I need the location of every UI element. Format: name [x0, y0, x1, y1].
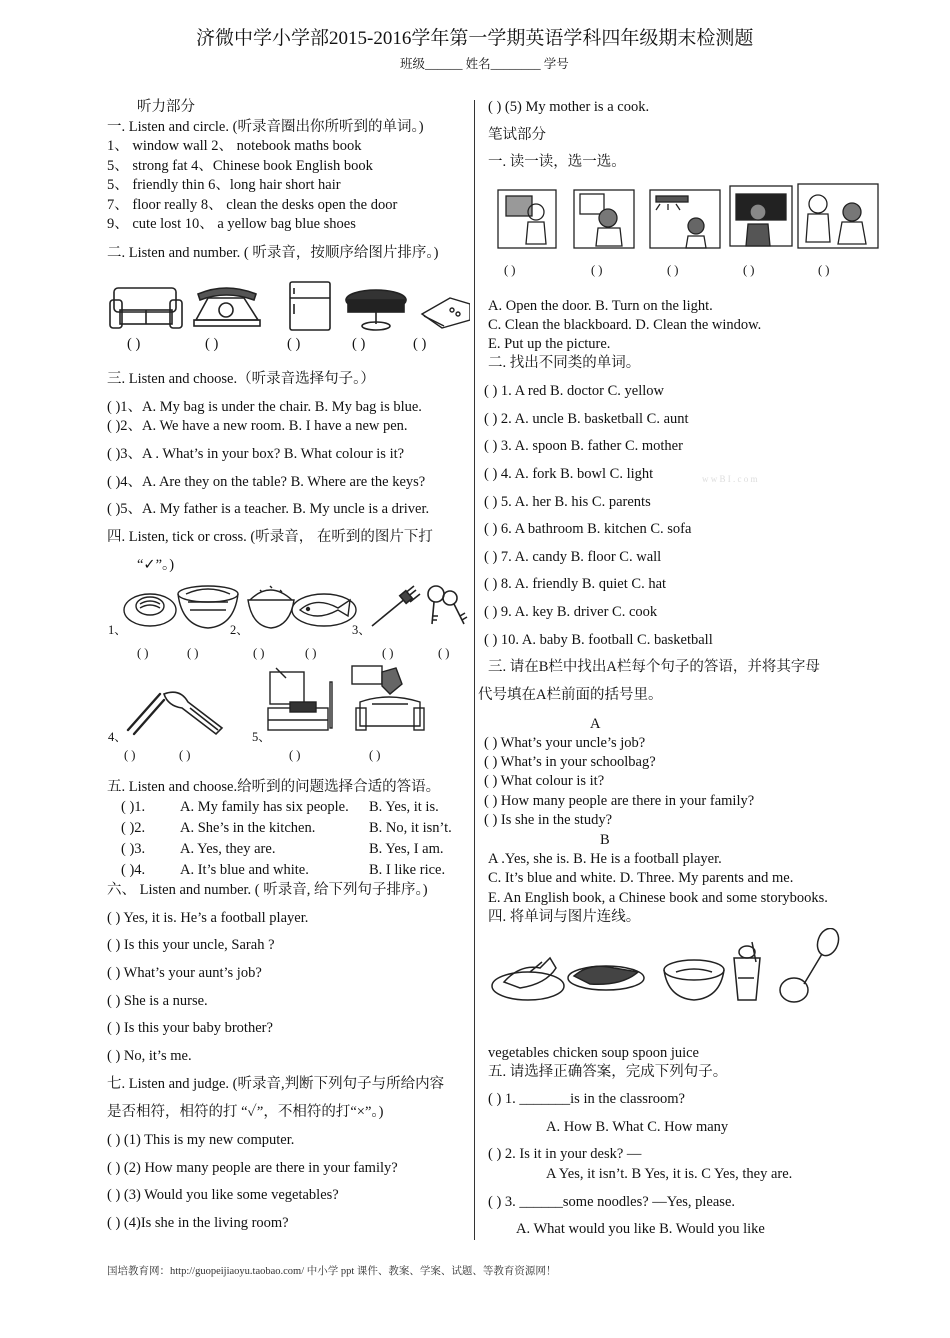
section3-item: ( )3、A . What’s in your box? B. What colour is it? — [107, 446, 405, 462]
noodles-plate-picture — [124, 594, 176, 626]
written-section1-bracket[interactable]: ( ) — [591, 263, 603, 277]
section5-option-b: B. No, it isn’t. — [369, 820, 452, 836]
section4-number: 2、 — [230, 623, 249, 637]
section5-option-a: A. My family has six people. — [180, 799, 349, 815]
section4-bracket[interactable]: ( ) — [124, 748, 136, 762]
written-section4-words: vegetables chicken soup spoon juice — [488, 1045, 699, 1061]
section7-item: ( ) (4)Is she in the living room? — [107, 1215, 289, 1231]
written-section2-item: ( ) 7. A. candy B. floor C. wall — [484, 549, 662, 565]
section4-bracket[interactable]: ( ) — [369, 748, 381, 762]
blackboard-picture — [730, 186, 792, 246]
column-a-heading: A — [590, 716, 601, 732]
section4-bracket[interactable]: ( ) — [179, 748, 191, 762]
door-picture — [798, 184, 878, 248]
section3-item: ( )5、A. My father is a teacher. B. My uncle is a driver. — [107, 501, 430, 517]
written-section5-question: ( ) 1. _______is in the classroom? — [488, 1091, 685, 1107]
written-section2-item: ( ) 1. A red B. doctor C. yellow — [484, 383, 665, 399]
written-section4-pictures — [490, 928, 846, 1008]
fish-plate-picture — [292, 594, 356, 626]
section5-option-a: A. She’s in the kitchen. — [180, 820, 316, 836]
section1-line: 5、 strong fat 4、Chinese book English book — [107, 158, 373, 174]
written-section3-title: 三. 请在B栏中找出A栏每个句子的答语，并将其字母 — [488, 659, 820, 675]
section6-item: ( ) No, it’s me. — [107, 1048, 192, 1064]
section7-item: ( ) (5) My mother is a cook. — [488, 99, 650, 115]
keys-picture — [428, 586, 467, 624]
written-section5-question: ( ) 3. ______some noodles? —Yes, please. — [488, 1194, 736, 1210]
section3-item: ( )2、A. We have a new room. B. I have a new pen. — [107, 418, 408, 434]
column-a-item: ( ) How many people are there in your family? — [484, 793, 755, 809]
soup-bowl-picture — [664, 960, 724, 1000]
section7-title-cont: 是否相符，相符的打 “✓”，不相符的打“×”。) — [107, 1104, 384, 1120]
section4-title: 四. Listen, tick or cross. (听录音， 在听到的图片下打 — [107, 529, 433, 545]
written-section5-options: A Yes, it isn’t. B Yes, it is. C Yes, they are. — [546, 1166, 793, 1182]
chopsticks-picture — [128, 694, 164, 734]
written-section5-question: ( ) 2. Is it in your desk? — — [488, 1146, 642, 1162]
column-a-item: ( ) What’s in your schoolbag? — [484, 754, 656, 770]
section5-title: 五. Listen and choose.给听到的问题选择合适的答语。 — [107, 779, 441, 795]
section1-line: 9、 cute lost 10、 a yellow bag blue shoes — [107, 216, 356, 232]
written-section2-item: ( ) 4. A. fork B. bowl C. light — [484, 466, 654, 482]
written-section1-bracket[interactable]: ( ) — [818, 263, 830, 277]
written-section2-item: ( ) 5. A. her B. his C. parents — [484, 494, 651, 510]
section6-item: ( ) Is this your uncle, Sarah ? — [107, 937, 275, 953]
section4-bracket[interactable]: ( ) — [438, 646, 450, 660]
section4-title-cont: “✓”。) — [137, 557, 175, 573]
written-section1-option: C. Clean the blackboard. D. Clean the window. — [488, 317, 762, 333]
column-b-item: C. It’s blue and white. D. Three. My parents and me. — [488, 870, 794, 886]
page-footer: 国培教育网：http://guopeijiaoyu.taobao.com/ 中小学 ppt 课件、教案、学案、试题、等教育资源网！ — [107, 1266, 557, 1277]
section4-bracket[interactable]: ( ) — [187, 646, 199, 660]
section5-option-a: A. Yes, they are. — [180, 841, 276, 857]
column-a-item: ( ) Is she in the study? — [484, 812, 613, 828]
section7-item: ( ) (3) Would you like some vegetables? — [107, 1187, 339, 1203]
section1-line: 7、 floor really 8、 clean the desks open the door — [107, 197, 398, 213]
section4-bracket[interactable]: ( ) — [289, 748, 301, 762]
column-b-item: A .Yes, she is. B. He is a football player. — [488, 851, 722, 867]
watermark-text: w w B I . c o m — [702, 474, 758, 484]
section3-title: 三. Listen and choose.（听录音选择句子。） — [107, 371, 375, 387]
knife-picture — [164, 692, 222, 734]
column-divider — [474, 100, 475, 1240]
listening-part-title: 听力部分 — [137, 99, 195, 115]
section2-bracket[interactable]: ( ) — [127, 336, 141, 352]
written-section1-option: A. Open the door. B. Turn on the light. — [488, 298, 713, 314]
written-section2-item: ( ) 2. A. uncle B. basketball C. aunt — [484, 411, 689, 427]
section5-option-b: B. I like rice. — [369, 862, 446, 878]
section6-title: 六、 Listen and number. ( 听录音, 给下列句子排序。) — [107, 882, 428, 898]
noodle-bowl-picture — [178, 586, 238, 628]
written-section2-item: ( ) 9. A. key B. driver C. cook — [484, 604, 658, 620]
written-section2-title: 二. 找出不同类的单词。 — [488, 355, 641, 371]
section6-item: ( ) Yes, it is. He’s a football player. — [107, 910, 309, 926]
section5-question: ( )4. — [121, 862, 146, 878]
section4-row2-pictures — [120, 664, 440, 740]
section5-option-b: B. Yes, it is. — [369, 799, 439, 815]
section2-bracket[interactable]: ( ) — [287, 336, 301, 352]
section4-number: 3、 — [352, 623, 371, 637]
bed-picture — [422, 298, 470, 328]
juice-glass-picture — [734, 942, 760, 1000]
written-section2-item: ( ) 10. A. baby B. football C. basketball — [484, 632, 713, 648]
section4-number: 4、 — [108, 730, 127, 744]
written-section1-bracket[interactable]: ( ) — [743, 263, 755, 277]
section6-item: ( ) What’s your aunt’s job? — [107, 965, 262, 981]
girl-window-picture — [574, 190, 634, 248]
table-picture — [346, 290, 406, 330]
section5-question: ( )1. — [121, 799, 146, 815]
written-section2-item: ( ) 8. A. friendly B. quiet C. hat — [484, 576, 667, 592]
rice-bowl-picture — [248, 586, 294, 628]
written-part-title: 笔试部分 — [488, 127, 546, 143]
section7-title: 七. Listen and judge. (听录音,判断下列句子与所给内容 — [107, 1076, 445, 1092]
boy-with-picture-picture — [498, 190, 556, 248]
section4-row1-pictures — [120, 580, 476, 632]
written-section1-option: E. Put up the picture. — [488, 336, 611, 352]
section5-question: ( )2. — [121, 820, 146, 836]
written-section1-title: 一. 读一读，选一选。 — [488, 154, 626, 170]
fork-picture — [372, 586, 420, 626]
vegetables-plate-picture — [492, 958, 564, 1000]
section3-item: ( )4、A. Are they on the table? B. Where are the keys? — [107, 474, 426, 490]
written-section5-title: 五. 请选择正确答案，完成下列句子。 — [488, 1064, 728, 1080]
column-b-item: E. An English book, a Chinese book and some storybooks. — [488, 890, 828, 906]
section3-item: ( )1、A. My bag is under the chair. B. My bag is blue. — [107, 399, 422, 415]
written-section4-title: 四. 将单词与图片连线。 — [488, 909, 641, 925]
written-section2-item: ( ) 3. A. spoon B. father C. mother — [484, 438, 683, 454]
section5-option-b: B. Yes, I am. — [369, 841, 444, 857]
chicken-picture — [568, 966, 644, 990]
section7-item: ( ) (2) How many people are there in your family? — [107, 1160, 398, 1176]
light-switch-picture — [650, 190, 720, 248]
section4-bracket[interactable]: ( ) — [137, 646, 149, 660]
written-section1-bracket[interactable]: ( ) — [667, 263, 679, 277]
written-section3-title-cont: 代号填在A栏前面的括号里。 — [478, 687, 663, 703]
section2-pictures — [108, 280, 470, 336]
section6-item: ( ) She is a nurse. — [107, 993, 208, 1009]
column-b-heading: B — [600, 832, 610, 848]
page-title: 济微中学小学部2015-2016学年第一学期英语学科四年级期末检测题 — [196, 28, 754, 49]
section6-item: ( ) Is this your baby brother? — [107, 1020, 273, 1036]
section2-bracket[interactable]: ( ) — [413, 336, 427, 352]
spoon-picture — [780, 928, 842, 1002]
telephone-picture — [194, 288, 260, 326]
section2-title: 二. Listen and number. ( 听录音，按顺序给图片排序。) — [107, 245, 439, 261]
sofa-picture — [110, 288, 182, 328]
column-a-item: ( ) What’s your uncle’s job? — [484, 735, 646, 751]
section1-line: 5、 friendly thin 6、long hair short hair — [107, 177, 341, 193]
section1-line: 1、 window wall 2、 notebook maths book — [107, 138, 362, 154]
fridge-picture — [290, 282, 330, 330]
section5-question: ( )3. — [121, 841, 146, 857]
section7-item: ( ) (1) This is my new computer. — [107, 1132, 295, 1148]
written-section5-options: A. What would you like B. Would you like — [516, 1221, 765, 1237]
section4-number: 1、 — [108, 623, 127, 637]
written-section1-bracket[interactable]: ( ) — [504, 263, 516, 277]
student-info-line: 班级______ 姓名________ 学号 — [400, 57, 569, 71]
section4-number: 5、 — [252, 730, 271, 744]
section4-bracket[interactable]: ( ) — [382, 646, 394, 660]
section1-title: 一. Listen and circle. (听录音圈出你所听到的单词。) — [107, 119, 424, 135]
written-section1-pictures — [496, 182, 880, 252]
bathroom-picture — [268, 668, 332, 730]
section2-bracket[interactable]: ( ) — [352, 336, 366, 352]
section4-bracket[interactable]: ( ) — [305, 646, 317, 660]
section5-option-a: A. It’s blue and white. — [180, 862, 309, 878]
written-section2-item: ( ) 6. A bathroom B. kitchen C. sofa — [484, 521, 692, 537]
written-section5-options: A. How B. What C. How many — [546, 1119, 729, 1135]
section2-bracket[interactable]: ( ) — [205, 336, 219, 352]
section4-bracket[interactable]: ( ) — [253, 646, 265, 660]
living-room-picture — [352, 666, 424, 730]
column-a-item: ( ) What colour is it? — [484, 773, 605, 789]
